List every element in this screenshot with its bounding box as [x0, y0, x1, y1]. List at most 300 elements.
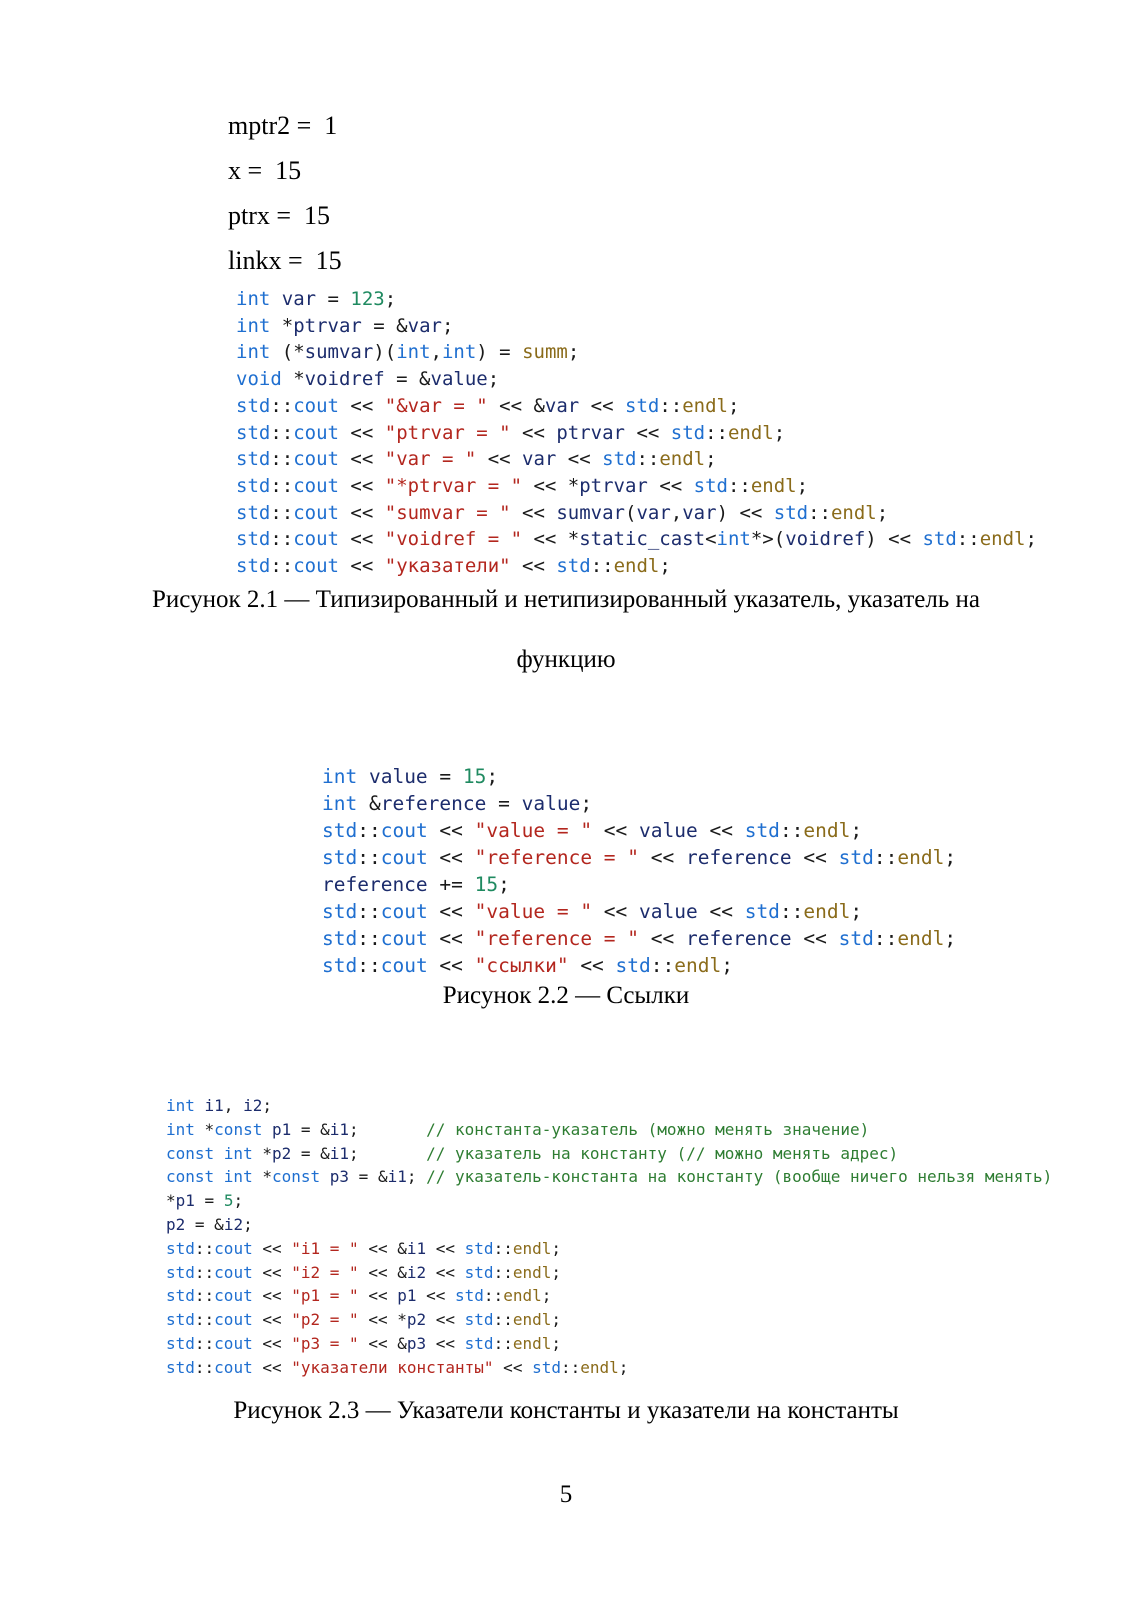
code-line [236, 286, 1037, 313]
code-token: << [639, 846, 686, 869]
code-token: :: [194, 1262, 215, 1282]
code-token: ; [876, 501, 889, 524]
code-token: << [439, 954, 475, 977]
code-token: << [791, 846, 839, 869]
code-token: // указатель-константа на константу (вообще ничего нельзя менять) [426, 1167, 1053, 1187]
code-line [322, 844, 956, 871]
code-line [236, 500, 1037, 527]
code-token: = [204, 1191, 224, 1211]
code-line [322, 871, 956, 898]
output-line: x = 15 [228, 156, 302, 185]
code-token: endl [803, 819, 851, 842]
code-token: value [521, 792, 581, 815]
code-token: ; [850, 900, 863, 923]
code-token: std [236, 555, 271, 578]
code-token: value [430, 368, 488, 391]
output-line: ptrx = 15 [228, 201, 331, 230]
code-token: cout [293, 501, 351, 524]
code-token: :: [779, 819, 804, 842]
code-token: p1 [175, 1191, 205, 1211]
code-token: const [271, 1167, 330, 1187]
code-token: reference [322, 873, 440, 896]
code-token: ) << [716, 501, 774, 524]
code-token: << [579, 394, 625, 417]
code-token: = [498, 792, 522, 815]
code-line [236, 366, 1037, 393]
code-token: << [510, 555, 557, 578]
code-token: std [166, 1262, 195, 1282]
code-token: endl [659, 448, 706, 471]
code-line [166, 1165, 1052, 1189]
code-token: < [705, 528, 717, 551]
code-token: voidref [304, 368, 397, 391]
code-token: std [625, 394, 660, 417]
code-token: ; [551, 1333, 561, 1353]
code-token: cout [380, 846, 440, 869]
code-token: :: [357, 927, 381, 950]
code-token: "указатели" [384, 555, 511, 578]
code-token: "var = " [384, 448, 477, 471]
code-token: ) << [865, 528, 923, 551]
code-line [236, 473, 1037, 500]
code-token: p1 [271, 1119, 301, 1139]
code-token: << [697, 819, 745, 842]
code-token: cout [293, 474, 351, 497]
code-token: :: [493, 1333, 513, 1353]
code-token: reference [686, 846, 792, 869]
code-token: ; [796, 474, 809, 497]
code-token: * [262, 1167, 272, 1187]
figure-caption-2-3: Рисунок 2.3 — Указатели константы и указатели на константы [233, 1397, 899, 1424]
code-line [322, 790, 956, 817]
code-token: ; [487, 368, 500, 391]
code-token: :: [357, 954, 381, 977]
code-token: "voidref = " [384, 528, 523, 551]
code-token: << [510, 421, 557, 444]
code-token: std [532, 1357, 561, 1377]
code-token: ; [441, 314, 454, 337]
code-token: << [476, 448, 523, 471]
code-token: endl [727, 421, 774, 444]
code-token: << [439, 846, 475, 869]
code-token: int [396, 341, 431, 364]
code-token: std [322, 819, 358, 842]
code-token: std [464, 1310, 494, 1330]
code-token: "value = " [474, 819, 593, 842]
code-token: endl [682, 394, 728, 417]
code-token: std [615, 954, 651, 977]
code-token: << [639, 927, 686, 950]
code-token: "ptrvar = " [384, 421, 511, 444]
code-token: ; [486, 765, 499, 788]
code-token: (* [281, 341, 305, 364]
code-token: int [716, 528, 751, 551]
code-token: = & [300, 1119, 330, 1139]
code-token: << [350, 528, 385, 551]
code-token: i1 [406, 1238, 427, 1258]
code-token: ; [551, 1262, 561, 1282]
code-token: << [625, 421, 671, 444]
code-token: cout [293, 528, 351, 551]
code-token: << [439, 900, 475, 923]
code-token: var [407, 314, 442, 337]
code-token: cout [293, 555, 351, 578]
code-token: std [322, 846, 358, 869]
code-token: reference [380, 792, 499, 815]
code-token: std [464, 1333, 494, 1353]
code-token: var [636, 501, 671, 524]
code-token: const [214, 1119, 272, 1139]
code-token: var [544, 394, 580, 417]
code-token: :: [873, 846, 898, 869]
code-token: ; [233, 1191, 244, 1211]
code-token: :: [270, 501, 294, 524]
code-line [166, 1213, 1052, 1237]
code-token: endl [580, 1357, 619, 1377]
code-token: std [236, 421, 271, 444]
code-token: << & [358, 1238, 407, 1258]
code-token: "i2 = " [291, 1262, 359, 1282]
code-token: ; [349, 1143, 427, 1163]
figure-caption-2-2: Рисунок 2.2 — Ссылки [442, 982, 690, 1009]
code-token: :: [194, 1333, 215, 1353]
code-token: *>( [750, 528, 786, 551]
code-token: int [322, 765, 369, 788]
code-token: cout [380, 819, 440, 842]
code-token: << [426, 1262, 465, 1282]
code-token: * [204, 1119, 215, 1139]
code-token: std [455, 1286, 484, 1306]
code-token: = & [358, 1167, 388, 1187]
code-token: << & [358, 1262, 407, 1282]
code-token: :: [357, 900, 381, 923]
code-token: ; [705, 448, 717, 471]
code-token: p3 [329, 1167, 359, 1187]
code-token: i1 [329, 1119, 350, 1139]
code-token: :: [727, 474, 751, 497]
code-token: << [439, 819, 475, 842]
code-token: cout [214, 1357, 263, 1377]
code-token: :: [194, 1238, 215, 1258]
code-token: << [350, 474, 385, 497]
code-line [236, 393, 1037, 420]
code-token: , [223, 1096, 244, 1115]
code-token: std [322, 927, 358, 950]
figure-caption-2-1-continued: функцию [516, 646, 616, 673]
code-token: "p1 = " [291, 1286, 359, 1306]
code-token: << [262, 1238, 292, 1258]
code-token: var [522, 448, 557, 471]
code-token: cout [214, 1238, 263, 1258]
code-line [322, 763, 956, 790]
code-token: ; [406, 1167, 427, 1187]
code-token: endl [897, 927, 945, 950]
code-token: int [236, 288, 282, 310]
code-token: std [744, 819, 780, 842]
code-token: ; [727, 394, 740, 417]
code-token: std [166, 1238, 195, 1258]
code-token: ; [567, 341, 580, 364]
code-token: << [262, 1333, 292, 1353]
code-line [166, 1261, 1052, 1285]
code-token: "reference = " [474, 846, 640, 869]
code-token: cout [293, 448, 351, 471]
code-token: endl [830, 501, 877, 524]
code-token: :: [808, 501, 831, 524]
code-token: :: [956, 528, 980, 551]
code-token: = & [373, 314, 408, 337]
code-token: value [639, 819, 698, 842]
code-token: :: [270, 555, 294, 578]
code-token: ; [551, 1238, 561, 1258]
code-token: << [262, 1262, 292, 1282]
code-line [166, 1332, 1052, 1356]
code-token: << & [358, 1333, 407, 1353]
code-token: << [568, 954, 616, 977]
code-token: :: [483, 1286, 504, 1306]
code-token: << [426, 1333, 465, 1353]
code-token: i2 [406, 1262, 427, 1282]
code-token: cout [214, 1310, 263, 1330]
code-line [166, 1118, 1052, 1142]
code-token: endl [512, 1310, 552, 1330]
code-token: ; [944, 927, 957, 950]
code-token: ; [541, 1286, 552, 1306]
code-token: p1 [397, 1286, 417, 1306]
code-token: :: [705, 421, 728, 444]
code-token: :: [270, 448, 294, 471]
code-token: << [358, 1286, 398, 1306]
code-token: cout [214, 1333, 263, 1353]
code-token: "p2 = " [291, 1310, 359, 1330]
code-token: :: [270, 528, 294, 551]
code-token: int [322, 792, 369, 815]
code-token: = & [300, 1143, 330, 1163]
output-values [228, 103, 342, 283]
code-line [166, 1189, 1052, 1213]
code-token: ; [773, 421, 786, 444]
code-token: cout [293, 421, 351, 444]
code-listing-references [322, 763, 956, 979]
code-token: "sumvar = " [384, 501, 511, 524]
code-token: p2 [406, 1310, 427, 1330]
code-token: i2 [223, 1214, 244, 1234]
code-token: i1 [329, 1143, 350, 1163]
code-token: ; [944, 846, 957, 869]
code-token: endl [512, 1262, 552, 1282]
code-token: int [236, 314, 282, 337]
code-token: // указатель на константу (// можно менять адрес) [426, 1143, 899, 1163]
code-token: value [368, 765, 440, 788]
code-token: endl [803, 900, 851, 923]
code-token: "указатели константы" [291, 1357, 494, 1377]
output-line: mptr2 = 1 [228, 111, 338, 140]
code-line [236, 526, 1037, 553]
code-token: "*ptrvar = " [384, 474, 523, 497]
code-token: << [510, 501, 557, 524]
code-token: :: [779, 900, 804, 923]
output-line: linkx = 15 [228, 246, 342, 275]
code-token: << [350, 555, 385, 578]
code-token: int [441, 341, 477, 364]
code-token: std [166, 1333, 195, 1353]
code-token: cout [293, 394, 351, 417]
page-number: 5 [559, 1481, 573, 1508]
code-token: << [592, 819, 640, 842]
code-token: sumvar [304, 341, 374, 364]
code-token: 5 [223, 1191, 234, 1211]
code-token: reference [686, 927, 792, 950]
code-token: , [670, 501, 683, 524]
code-token: << [426, 1310, 465, 1330]
code-token: * [262, 1143, 272, 1163]
code-token: std [670, 421, 706, 444]
code-token: int [166, 1096, 205, 1115]
code-token: :: [650, 954, 675, 977]
code-token: ; [1025, 528, 1037, 551]
code-token: :: [659, 394, 683, 417]
code-token: :: [493, 1310, 513, 1330]
code-token: endl [613, 555, 660, 578]
code-token: << [556, 448, 603, 471]
code-token: ; [243, 1214, 253, 1234]
code-line [236, 553, 1037, 580]
code-line [166, 1284, 1052, 1308]
code-token: value [639, 900, 698, 923]
code-token: << [791, 927, 839, 950]
code-token: endl [750, 474, 797, 497]
code-token: i2 [243, 1096, 263, 1115]
code-token: :: [270, 474, 294, 497]
code-token: ) = [476, 341, 523, 364]
code-token: << [350, 448, 385, 471]
code-token: "value = " [474, 900, 593, 923]
code-token: :: [194, 1310, 215, 1330]
code-token: 15 [474, 873, 499, 896]
code-token: :: [493, 1262, 513, 1282]
code-listing-pointers [236, 286, 1037, 580]
figure-caption-2-1: Рисунок 2.1 — Типизированный и нетипизированный указатель, указатель на [152, 586, 980, 613]
code-token: << [647, 474, 694, 497]
code-token: endl [897, 846, 945, 869]
code-token: "ссылки" [474, 954, 569, 977]
code-token: endl [512, 1238, 552, 1258]
code-token: << * [522, 474, 580, 497]
code-token: :: [873, 927, 898, 950]
code-token: ; [580, 792, 593, 815]
code-token: std [464, 1262, 494, 1282]
code-line [322, 952, 956, 979]
code-token: << [592, 900, 640, 923]
code-token: std [838, 927, 874, 950]
code-token: "reference = " [474, 927, 640, 950]
code-token: :: [194, 1286, 215, 1306]
code-token: , [430, 341, 442, 364]
code-token: std [236, 474, 271, 497]
code-line [166, 1356, 1052, 1380]
code-token: :: [357, 846, 381, 869]
code-line [166, 1142, 1052, 1166]
code-token: std [166, 1357, 195, 1377]
code-token: int [236, 341, 282, 364]
code-token: cout [214, 1262, 263, 1282]
code-token: std [773, 501, 809, 524]
code-token: voidref [785, 528, 866, 551]
code-token: var [682, 501, 717, 524]
code-token: cout [380, 927, 440, 950]
code-token: << [439, 927, 475, 950]
code-token: :: [636, 448, 660, 471]
code-token: std [236, 394, 271, 417]
code-token: :: [194, 1357, 215, 1377]
code-token: endl [512, 1333, 552, 1353]
code-token: std [922, 528, 957, 551]
code-line [236, 420, 1037, 447]
code-line [236, 339, 1037, 366]
code-token: endl [979, 528, 1026, 551]
code-token: std [236, 528, 271, 551]
code-token: ptrvar [293, 314, 374, 337]
code-token: std [322, 900, 358, 923]
code-token: << * [522, 528, 580, 551]
code-token: ptrvar [579, 474, 648, 497]
code-token: 123 [350, 288, 385, 310]
code-token: static_cast [579, 528, 706, 551]
code-line [322, 925, 956, 952]
code-token: endl [503, 1286, 542, 1306]
code-token: * [293, 368, 305, 391]
code-line [322, 898, 956, 925]
code-token: * [166, 1191, 176, 1211]
code-token: sumvar [556, 501, 625, 524]
code-token: std [556, 555, 591, 578]
code-token: << [262, 1286, 292, 1306]
code-line [166, 1094, 1052, 1118]
code-token: std [838, 846, 874, 869]
code-token: << [416, 1286, 456, 1306]
code-token: ( [625, 501, 637, 524]
code-token: = & [194, 1214, 224, 1234]
code-token: = [327, 288, 351, 310]
code-token: << [262, 1357, 292, 1377]
code-token: i1 [387, 1167, 407, 1187]
code-token: ; [498, 873, 510, 896]
code-token: p2 [271, 1143, 301, 1163]
code-token: void [236, 368, 294, 391]
code-token: ; [850, 819, 863, 842]
code-token: var [281, 288, 328, 310]
code-token: cout [380, 900, 440, 923]
code-token: << [350, 421, 385, 444]
code-token: << * [358, 1310, 407, 1330]
code-token: std [693, 474, 728, 497]
code-token: :: [357, 819, 381, 842]
code-token: cout [380, 954, 440, 977]
code-token: std [744, 900, 780, 923]
code-token: ptrvar [556, 421, 625, 444]
code-token: i1 [204, 1096, 224, 1115]
code-token: ; [551, 1310, 561, 1330]
code-token: :: [590, 555, 614, 578]
code-token: "&var = " [384, 394, 488, 417]
code-token: << & [487, 394, 545, 417]
code-token: p2 [166, 1214, 195, 1234]
code-token: "p3 = " [291, 1333, 359, 1353]
code-line [236, 313, 1037, 340]
code-token: * [281, 314, 294, 337]
code-token: endl [674, 954, 722, 977]
code-line [236, 446, 1037, 473]
